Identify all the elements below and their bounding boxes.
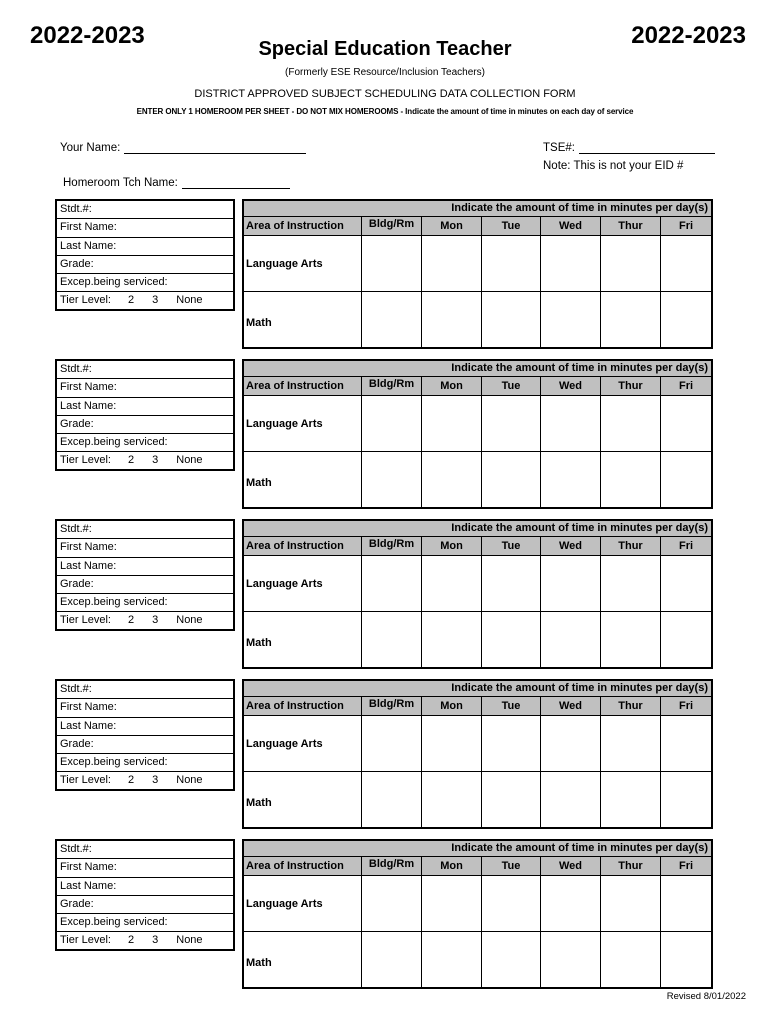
- year-right: 2022-2023: [631, 22, 746, 49]
- last-name-label: Last Name:: [60, 399, 117, 412]
- grade-label: Grade:: [60, 737, 94, 750]
- column-header-bldg: Bldg/Rm: [362, 857, 422, 876]
- input-cell-math-thur[interactable]: [601, 452, 661, 507]
- grade-label: Grade:: [60, 417, 94, 430]
- your-name-line[interactable]: [124, 142, 306, 154]
- schedule-table: [242, 199, 713, 349]
- student-number-label: Stdt.#:: [60, 523, 92, 535]
- column-header-area: Area of Instruction: [244, 217, 362, 236]
- subject-language-arts: Language Arts: [244, 396, 362, 452]
- your-name-field[interactable]: [60, 142, 306, 154]
- input-cell-la-wed[interactable]: [541, 396, 601, 452]
- tier-option-2[interactable]: 2: [128, 614, 135, 627]
- input-cell-la-thur[interactable]: [601, 556, 661, 612]
- column-header-bldg: Bldg/Rm: [362, 697, 422, 716]
- first-name-label: First Name:: [60, 381, 117, 394]
- last-name-field[interactable]: [57, 558, 233, 576]
- input-cell-math-bldg[interactable]: [362, 292, 422, 347]
- grade-label: Grade:: [60, 577, 94, 590]
- input-cell-la-wed[interactable]: [541, 876, 601, 932]
- subject-math: Math: [244, 612, 362, 667]
- input-cell-la-thur[interactable]: [601, 236, 661, 292]
- tier-option-3[interactable]: 3: [152, 774, 159, 787]
- input-cell-math-tue[interactable]: [482, 612, 541, 667]
- last-name-field[interactable]: [57, 718, 233, 736]
- input-cell-la-wed[interactable]: [541, 556, 601, 612]
- student-block: [0, 359, 770, 499]
- column-header-wed: Wed: [541, 857, 601, 876]
- first-name-field[interactable]: [57, 699, 233, 717]
- input-cell-math-tue[interactable]: [482, 292, 541, 347]
- revised-date: Revised 8/01/2022: [666, 991, 746, 1002]
- column-header-tue: Tue: [482, 537, 541, 556]
- tier-option-3[interactable]: 3: [152, 294, 159, 307]
- column-header-fri: Fri: [661, 697, 711, 716]
- tier-level-field[interactable]: [57, 292, 233, 310]
- input-cell-math-tue[interactable]: [482, 452, 541, 507]
- input-cell-la-tue[interactable]: [482, 876, 541, 932]
- column-header-wed: Wed: [541, 217, 601, 236]
- input-cell-la-fri[interactable]: [661, 556, 711, 612]
- tier-level-label: Tier Level:: [60, 454, 111, 467]
- tier-level-label: Tier Level:: [60, 934, 111, 947]
- first-name-label: First Name:: [60, 861, 117, 874]
- column-header-fri: Fri: [661, 217, 711, 236]
- schedule-table: [242, 519, 713, 669]
- column-header-area: Area of Instruction: [244, 857, 362, 876]
- input-cell-math-mon[interactable]: [422, 932, 482, 987]
- student-number-field[interactable]: [57, 361, 233, 379]
- column-header-tue: Tue: [482, 377, 541, 396]
- subject-math: Math: [244, 932, 362, 987]
- last-name-field[interactable]: [57, 238, 233, 256]
- homeroom-label: Homeroom Tch Name:: [63, 177, 178, 189]
- student-number-field[interactable]: [57, 681, 233, 699]
- column-header-tue: Tue: [482, 857, 541, 876]
- input-cell-math-wed[interactable]: [541, 772, 601, 827]
- student-number-label: Stdt.#:: [60, 843, 92, 855]
- student-number-label: Stdt.#:: [60, 363, 92, 375]
- schedule-table: [242, 839, 713, 989]
- your-name-label: Your Name:: [60, 142, 121, 154]
- schedule-instruction-header: Indicate the amount of time in minutes per day(s): [244, 201, 711, 217]
- column-header-thur: Thur: [601, 537, 661, 556]
- tier-option-2[interactable]: 2: [128, 454, 135, 467]
- input-cell-math-fri[interactable]: [661, 772, 711, 827]
- tier-level-label: Tier Level:: [60, 774, 111, 787]
- student-number-label: Stdt.#:: [60, 203, 92, 215]
- input-cell-la-fri[interactable]: [661, 876, 711, 932]
- grade-label: Grade:: [60, 257, 94, 270]
- column-header-wed: Wed: [541, 537, 601, 556]
- tier-option-3[interactable]: 3: [152, 454, 159, 467]
- homeroom-line[interactable]: [182, 177, 290, 189]
- input-cell-math-bldg[interactable]: [362, 932, 422, 987]
- input-cell-math-thur[interactable]: [601, 932, 661, 987]
- input-cell-la-thur[interactable]: [601, 876, 661, 932]
- subject-math: Math: [244, 772, 362, 827]
- subject-math: Math: [244, 452, 362, 507]
- input-cell-math-bldg[interactable]: [362, 452, 422, 507]
- student-number-field[interactable]: [57, 201, 233, 219]
- column-header-bldg: Bldg/Rm: [362, 217, 422, 236]
- tier-level-field[interactable]: [57, 772, 233, 790]
- input-cell-math-bldg[interactable]: [362, 612, 422, 667]
- exceptionality-label: Excep.being serviced:: [60, 916, 168, 929]
- first-name-field[interactable]: [57, 539, 233, 557]
- column-header-tue: Tue: [482, 217, 541, 236]
- schedule-table: [242, 679, 713, 829]
- tier-option-3[interactable]: 3: [152, 614, 159, 627]
- input-cell-la-tue[interactable]: [482, 716, 541, 772]
- column-header-bldg: Bldg/Rm: [362, 537, 422, 556]
- tier-option-none[interactable]: None: [176, 294, 203, 307]
- input-cell-math-mon[interactable]: [422, 772, 482, 827]
- exceptionality-field[interactable]: [57, 594, 233, 612]
- input-cell-la-mon[interactable]: [422, 396, 482, 452]
- grade-field[interactable]: [57, 416, 233, 434]
- last-name-label: Last Name:: [60, 719, 117, 732]
- last-name-label: Last Name:: [60, 239, 117, 252]
- input-cell-math-thur[interactable]: [601, 772, 661, 827]
- last-name-field[interactable]: [57, 878, 233, 896]
- input-cell-math-fri[interactable]: [661, 292, 711, 347]
- input-cell-math-fri[interactable]: [661, 612, 711, 667]
- exceptionality-field[interactable]: [57, 274, 233, 292]
- input-cell-la-thur[interactable]: [601, 396, 661, 452]
- exceptionality-label: Excep.being serviced:: [60, 276, 168, 289]
- input-cell-la-mon[interactable]: [422, 716, 482, 772]
- input-cell-la-thur[interactable]: [601, 716, 661, 772]
- input-cell-la-mon[interactable]: [422, 236, 482, 292]
- column-header-area: Area of Instruction: [244, 697, 362, 716]
- exceptionality-field[interactable]: [57, 434, 233, 452]
- last-name-label: Last Name:: [60, 559, 117, 572]
- column-header-fri: Fri: [661, 377, 711, 396]
- student-info-box: [55, 519, 235, 631]
- column-header-bldg: Bldg/Rm: [362, 377, 422, 396]
- page-title: Special Education Teacher: [258, 38, 512, 60]
- column-header-mon: Mon: [422, 697, 482, 716]
- subject-language-arts: Language Arts: [244, 876, 362, 932]
- page-subtitle: (Formerly ESE Resource/Inclusion Teachers): [285, 67, 485, 78]
- input-cell-la-mon[interactable]: [422, 556, 482, 612]
- input-cell-la-tue[interactable]: [482, 556, 541, 612]
- exceptionality-label: Excep.being serviced:: [60, 756, 168, 769]
- input-cell-la-tue[interactable]: [482, 396, 541, 452]
- student-info-box: [55, 359, 235, 471]
- column-header-mon: Mon: [422, 217, 482, 236]
- instructions: ENTER ONLY 1 HOMEROOM PER SHEET - DO NOT MIX HOMEROOMS - Indicate the amount of time in minutes on each day of service: [136, 107, 634, 116]
- tier-option-2[interactable]: 2: [128, 774, 135, 787]
- tier-level-field[interactable]: [57, 612, 233, 630]
- exceptionality-label: Excep.being serviced:: [60, 436, 168, 449]
- student-number-label: Stdt.#:: [60, 683, 92, 695]
- column-header-fri: Fri: [661, 537, 711, 556]
- tse-field[interactable]: [543, 142, 715, 154]
- student-block: [0, 519, 770, 659]
- input-cell-math-thur[interactable]: [601, 612, 661, 667]
- student-info-box: [55, 679, 235, 791]
- input-cell-la-bldg[interactable]: [362, 556, 422, 612]
- column-header-thur: Thur: [601, 697, 661, 716]
- schedule-instruction-header: Indicate the amount of time in minutes per day(s): [244, 521, 711, 537]
- subject-language-arts: Language Arts: [244, 716, 362, 772]
- tier-option-none[interactable]: None: [176, 454, 203, 467]
- column-header-thur: Thur: [601, 217, 661, 236]
- subject-language-arts: Language Arts: [244, 556, 362, 612]
- grade-field[interactable]: [57, 576, 233, 594]
- student-number-field[interactable]: [57, 521, 233, 539]
- input-cell-math-wed[interactable]: [541, 292, 601, 347]
- tier-level-field[interactable]: [57, 932, 233, 950]
- student-block: [0, 199, 770, 339]
- input-cell-math-mon[interactable]: [422, 292, 482, 347]
- input-cell-math-tue[interactable]: [482, 932, 541, 987]
- form-title: DISTRICT APPROVED SUBJECT SCHEDULING DATA COLLECTION FORM: [194, 88, 576, 100]
- input-cell-la-bldg[interactable]: [362, 876, 422, 932]
- column-header-mon: Mon: [422, 377, 482, 396]
- column-header-wed: Wed: [541, 697, 601, 716]
- exceptionality-field[interactable]: [57, 914, 233, 932]
- input-cell-math-wed[interactable]: [541, 932, 601, 987]
- tier-level-label: Tier Level:: [60, 614, 111, 627]
- column-header-wed: Wed: [541, 377, 601, 396]
- schedule-instruction-header: Indicate the amount of time in minutes per day(s): [244, 361, 711, 377]
- tse-note: Note: This is not your EID #: [543, 160, 684, 172]
- column-header-thur: Thur: [601, 377, 661, 396]
- input-cell-math-fri[interactable]: [661, 932, 711, 987]
- input-cell-math-fri[interactable]: [661, 452, 711, 507]
- first-name-label: First Name:: [60, 541, 117, 554]
- input-cell-la-fri[interactable]: [661, 236, 711, 292]
- tier-option-3[interactable]: 3: [152, 934, 159, 947]
- input-cell-math-mon[interactable]: [422, 612, 482, 667]
- input-cell-la-fri[interactable]: [661, 396, 711, 452]
- subject-math: Math: [244, 292, 362, 347]
- input-cell-la-mon[interactable]: [422, 876, 482, 932]
- input-cell-la-tue[interactable]: [482, 236, 541, 292]
- tier-option-none[interactable]: None: [176, 934, 203, 947]
- input-cell-math-bldg[interactable]: [362, 772, 422, 827]
- first-name-label: First Name:: [60, 221, 117, 234]
- input-cell-la-fri[interactable]: [661, 716, 711, 772]
- grade-field[interactable]: [57, 896, 233, 914]
- schedule-instruction-header: Indicate the amount of time in minutes per day(s): [244, 841, 711, 857]
- first-name-field[interactable]: [57, 859, 233, 877]
- last-name-field[interactable]: [57, 398, 233, 416]
- column-header-tue: Tue: [482, 697, 541, 716]
- last-name-label: Last Name:: [60, 879, 117, 892]
- tse-label: TSE#:: [543, 142, 575, 154]
- tier-level-field[interactable]: [57, 452, 233, 470]
- tier-option-2[interactable]: 2: [128, 294, 135, 307]
- input-cell-la-bldg[interactable]: [362, 396, 422, 452]
- tier-option-none[interactable]: None: [176, 774, 203, 787]
- student-info-box: [55, 839, 235, 951]
- subject-language-arts: Language Arts: [244, 236, 362, 292]
- input-cell-math-thur[interactable]: [601, 292, 661, 347]
- column-header-fri: Fri: [661, 857, 711, 876]
- input-cell-la-bldg[interactable]: [362, 716, 422, 772]
- input-cell-math-wed[interactable]: [541, 452, 601, 507]
- input-cell-la-wed[interactable]: [541, 236, 601, 292]
- input-cell-math-wed[interactable]: [541, 612, 601, 667]
- student-block: [0, 839, 770, 979]
- tier-level-label: Tier Level:: [60, 294, 111, 307]
- tier-option-2[interactable]: 2: [128, 934, 135, 947]
- first-name-field[interactable]: [57, 379, 233, 397]
- student-info-box: [55, 199, 235, 311]
- first-name-label: First Name:: [60, 701, 117, 714]
- grade-field[interactable]: [57, 256, 233, 274]
- input-cell-math-mon[interactable]: [422, 452, 482, 507]
- student-block: [0, 679, 770, 819]
- exceptionality-field[interactable]: [57, 754, 233, 772]
- exceptionality-label: Excep.being serviced:: [60, 596, 168, 609]
- tier-option-none[interactable]: None: [176, 614, 203, 627]
- column-header-mon: Mon: [422, 857, 482, 876]
- input-cell-la-bldg[interactable]: [362, 236, 422, 292]
- column-header-area: Area of Instruction: [244, 377, 362, 396]
- first-name-field[interactable]: [57, 219, 233, 237]
- input-cell-math-tue[interactable]: [482, 772, 541, 827]
- tse-line[interactable]: [579, 142, 715, 154]
- column-header-area: Area of Instruction: [244, 537, 362, 556]
- schedule-instruction-header: Indicate the amount of time in minutes per day(s): [244, 681, 711, 697]
- year-left: 2022-2023: [30, 22, 145, 49]
- input-cell-la-wed[interactable]: [541, 716, 601, 772]
- column-header-thur: Thur: [601, 857, 661, 876]
- grade-label: Grade:: [60, 897, 94, 910]
- column-header-mon: Mon: [422, 537, 482, 556]
- student-number-field[interactable]: [57, 841, 233, 859]
- grade-field[interactable]: [57, 736, 233, 754]
- schedule-table: [242, 359, 713, 509]
- homeroom-field[interactable]: [63, 177, 290, 189]
